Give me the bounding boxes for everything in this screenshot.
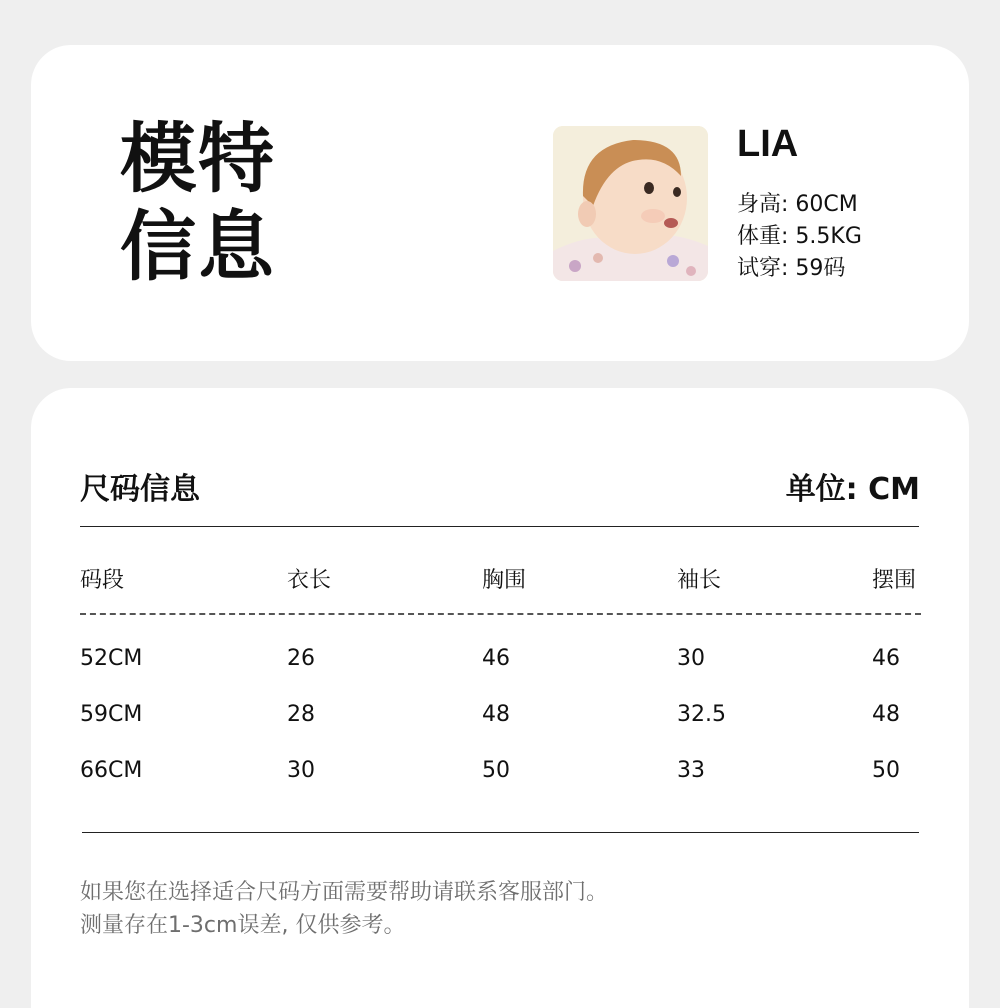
table-cell: 59CM: [80, 702, 143, 727]
table-cell: 28: [287, 702, 315, 727]
size-info-card: [31, 388, 969, 1008]
size-help-note: [80, 876, 608, 942]
table-top-divider: [80, 526, 919, 527]
table-cell: 50: [872, 758, 900, 783]
spec-size-worn: 试穿: 59码: [737, 256, 846, 281]
model-name: LIA: [737, 123, 799, 165]
table-cell: 52CM: [80, 646, 143, 671]
table-cell: 32.5: [677, 702, 726, 727]
table-cell: 30: [287, 758, 315, 783]
header-hem: 摆围: [872, 568, 917, 593]
table-cell: 26: [287, 646, 315, 671]
table-cell: 48: [482, 702, 510, 727]
table-cell: 50: [482, 758, 510, 783]
model-title-line1: 模特: [120, 114, 276, 203]
table-cell: 46: [872, 646, 900, 671]
header-size-range: 码段: [80, 568, 125, 593]
note-line: 测量存在1-3cm误差, 仅供参考。: [80, 913, 406, 938]
model-photo: [553, 126, 708, 281]
header-length: 衣长: [287, 568, 332, 593]
model-info-title: [120, 115, 276, 291]
size-info-title: 尺码信息: [80, 472, 200, 507]
header-chest: 胸围: [482, 568, 527, 593]
note-line: 如果您在选择适合尺码方面需要帮助请联系客服部门。: [80, 880, 609, 905]
unit-label: 单位: CM: [785, 472, 920, 507]
spec-weight: 体重: 5.5KG: [737, 224, 862, 249]
table-cell: 48: [872, 702, 900, 727]
table-bottom-divider: [82, 832, 919, 833]
table-cell: 66CM: [80, 758, 143, 783]
baby-photo-icon: [553, 126, 708, 281]
spec-height: 身高: 60CM: [737, 192, 858, 217]
model-title-line2: 信息: [120, 202, 276, 291]
model-specs: [737, 189, 862, 285]
table-cell: 30: [677, 646, 705, 671]
table-cell: 46: [482, 646, 510, 671]
model-info-card: [31, 45, 969, 361]
header-dashed-divider: [80, 613, 921, 615]
header-sleeve: 袖长: [677, 568, 722, 593]
table-cell: 33: [677, 758, 705, 783]
